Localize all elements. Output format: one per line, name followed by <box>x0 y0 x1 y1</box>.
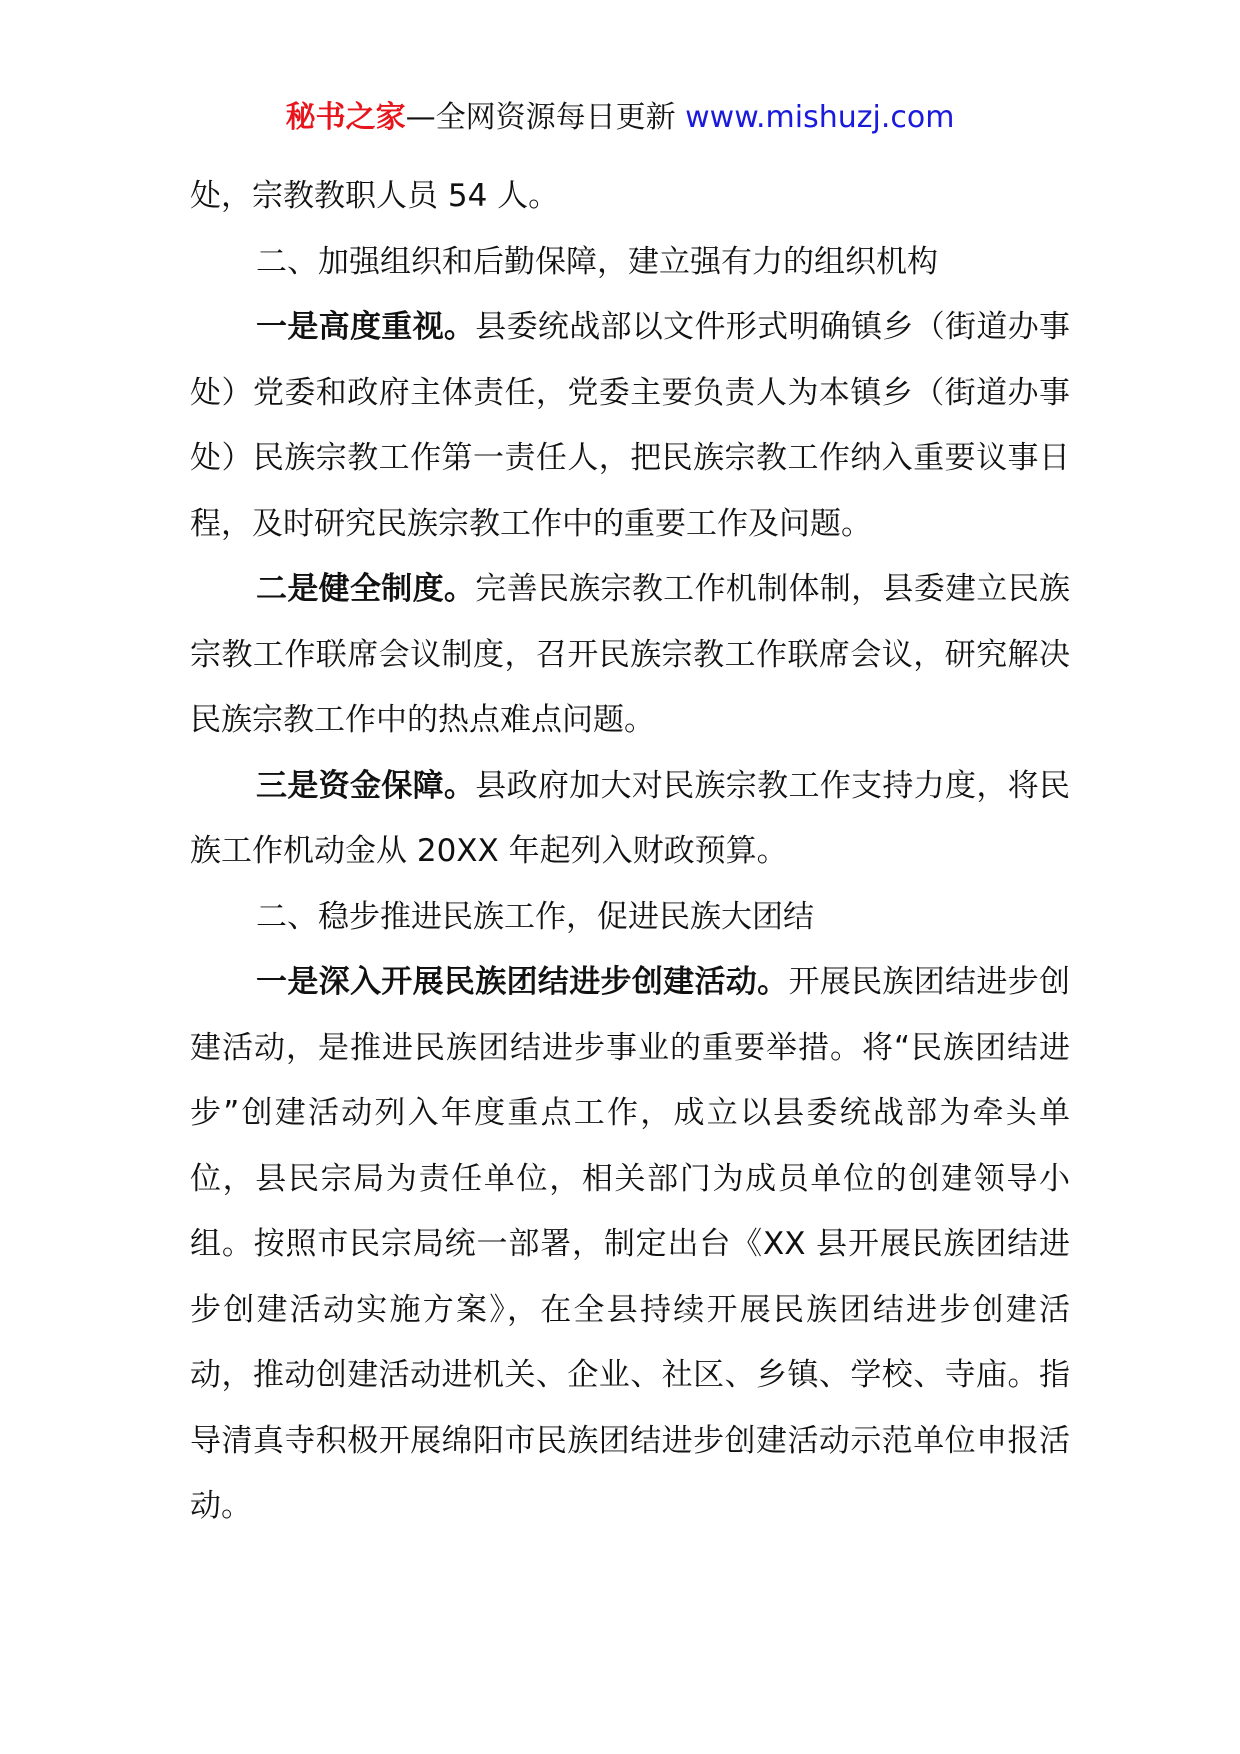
paragraph-text: 县委统战部以文件形式明确镇乡（街道办事处）党委和政府主体责任，党委主要负责人为本镇乡（街道办事处）民族宗教工作第一责任人，把民族宗教工作纳入重要议事日程，及时研究民族宗教工作中的重要工作及问题。 <box>190 309 1071 542</box>
paragraph-text: 开展民族团结进步创建活动，是推进民族团结进步事业的重要举措。将“民族团结进步”创建活动列入年度重点工作，成立以县委统战部为牵头单位，县民宗局为责任单位，相关部门为成员单位的创建领导小组。按照市民宗局统一部署，制定出台《XX 县开展民族团结进步创建活动实施方案》，在全县持续开展民族团结进步创建活动，推动创建活动进机关、企业、社区、乡镇、学校、寺庙。指导清真寺积极开展绵阳市民族团结进步创建活动示范单位申报活动。 <box>190 964 1071 1524</box>
brand-name: 秘书之家 <box>285 100 406 135</box>
paragraph-lead: 二是健全制度。 <box>256 571 476 607</box>
document-body <box>190 164 1070 1540</box>
website-link[interactable]: www.mishuzj.com <box>685 100 955 135</box>
paragraph-continuation <box>190 164 1070 230</box>
paragraph <box>190 295 1070 557</box>
section-heading <box>190 885 1070 951</box>
header-slogan: —全网资源每日更新 <box>405 100 686 135</box>
section-heading <box>190 230 1070 296</box>
section-heading-text: 二、稳步推进民族工作，促进民族大团结 <box>256 898 814 935</box>
paragraph-text: 处，宗教教职人员 54 人。 <box>190 178 560 214</box>
paragraph <box>190 950 1070 1540</box>
paragraph <box>190 557 1070 754</box>
paragraph-text: 完善民族宗教工作机制体制，县委建立民族宗教工作联席会议制度，召开民族宗教工作联席会议，研究解决民族宗教工作中的热点难点问题。 <box>190 571 1071 738</box>
page-header <box>0 98 1240 138</box>
paragraph-lead: 一是高度重视。 <box>256 309 476 345</box>
paragraph-text: 县政府加大对民族宗教工作支持力度，将民族工作机动金从 20XX 年起列入财政预算。 <box>190 767 1071 869</box>
paragraph-lead: 一是深入开展民族团结进步创建活动。 <box>256 964 789 1000</box>
paragraph <box>190 754 1070 885</box>
paragraph-lead: 三是资金保障。 <box>256 767 476 804</box>
section-heading-text: 二、加强组织和后勤保障，建立强有力的组织机构 <box>256 243 938 280</box>
